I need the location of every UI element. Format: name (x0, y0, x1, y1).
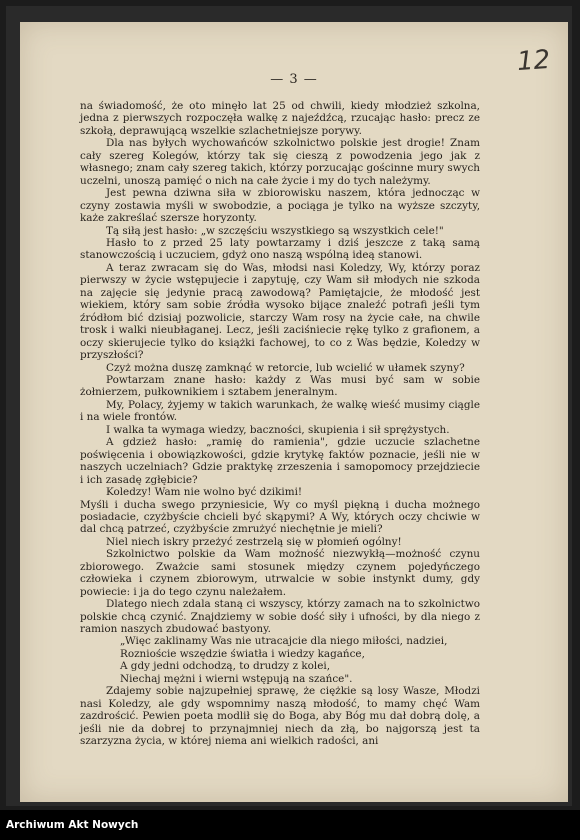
paragraph: Hasło to z przed 25 laty powtarzamy i dziś jeszcze z taką samą stanowczością i uczuciem, gdyż ono naszą wspólną ideą stanowi. (80, 236, 480, 262)
archive-footer-bar (0, 810, 580, 840)
paragraph: Myśli i ducha swego przyniesicie, Wy co myśl piękną i ducha możnego posiadacie, czyżbyście chcieli być skąpymi? A Wy, których oczy chciwie w dal chcą patrzeć, czyżbyście zmrużyć niechętnie je mieli? (80, 498, 480, 536)
body-text (80, 100, 480, 748)
paragraph: I walka ta wymaga wiedzy, baczności, skupienia i sił sprężystych. (106, 423, 450, 436)
paragraph: Dlatego niech zdala staną ci wszyscy, którzy zamach na to szkolnictwo polskie chcą czynić. Znajdziemy w sobie dość siły i ufności, by dla niego z ramion naszych zbudować bastyony. (80, 598, 480, 636)
paragraph: Szkolnictwo polskie da Wam możność niezwykłą—możność czynu zbiorowego. Zważcie sami stosunek między czynem pojedyńczego człowieka i czynem zbiorowym, utrwalcie w sobie instynkt dumy, gdy powiecie: i ja do tego czynu należałem. (80, 548, 480, 598)
handwritten-folio-number: 12 (515, 44, 552, 78)
paragraph: Jest pewna dziwna siła w zbiorowisku naszem, która jednocząc w czyny zostawia myśli w swobodzie, a pociąga je tylko na wyższe szczyty, każe zakreślać szersze horyzonty. (80, 187, 480, 225)
verse-line: Roznioście wszędzie światła i wiedzy kagańce, (120, 647, 365, 660)
paragraph: na świadomość, że oto minęło lat 25 od chwili, kiedy młodzież szkolna, jedna z pierwszych rozpoczęła walkę z najeźdźcą, rzucając hasło: precz ze szkołą, deprawującą wszelkie szlachetniejsze porywy. (80, 100, 480, 137)
paragraph: Tą siłą jest hasło: „w szczęściu wszystkiego są wszystkich cele!" (106, 224, 444, 237)
archive-frame (6, 6, 572, 806)
paragraph: A gdzież hasło: „ramię do ramienia", gdzie uczucie szlachetne poświęcenia i obowiązkowości, gdzie krytykę faktów poznacie, jeśli nie w naszych uczelniach? Gdzie praktykę zrzeszenia i samopomocy przejdziecie i ich zasadę zgłębicie? (80, 436, 480, 486)
paragraph: Koledzy! Wam nie wolno być dzikimi! (106, 486, 303, 499)
paragraph: My, Polacy, żyjemy w takich warunkach, że walkę wieść musimy ciągle i na wiele frontów. (80, 398, 480, 424)
paragraph: Dla nas byłych wychowańców szkolnictwo polskie jest drogie! Znam cały szereg Kolegów, którzy tak się cieszą z powodzenia jego jak z własnego; znam cały szereg takich, którzy porzucając gościnne mury swych uczelni, unoszą pamięć o nich na całe życie i my do tych należymy. (80, 137, 480, 187)
verse-line: Niechaj mężni i wierni wstępują na szańce". (120, 672, 353, 685)
verse-line: A gdy jedni odchodzą, to drudzy z kolei, (120, 660, 330, 673)
paragraph: Niel niech iskry przeżyć zestrzelą się w płomień ogólny! (106, 535, 402, 548)
paragraph: A teraz zwracam się do Was, młodsi nasi Koledzy, Wy, którzy poraz pierwszy w życie wstępujecie i zapytuję, czy Wam sił młodych nie szkoda na zajęcie się jedynie pracą zawodową? Pamiętajcie, że młodość jest wiekiem, który sam sobie źródła wysoko bijące znaleźć potrafi jeśli tym źródłom bić dzisiaj pozwolicie, starczy Wam rosy na życie całe, na chwile trosk i walki nieubłaganej. Lecz, jeśli zaciśniecie rękę tylko z grafionem, a oczy skierujecie tylko do książki fachowej, to co z Was będzie, Koledzy w przyszłości? (80, 261, 480, 362)
page-number: — 3 — (270, 72, 318, 87)
archive-label: Archiwum Akt Nowych (6, 819, 139, 831)
document-page (20, 22, 568, 802)
paragraph: Powtarzam znane hasło: każdy z Was musi być sam w sobie żołnierzem, pułkownikiem i sztabem jeneralnym. (80, 373, 480, 399)
paragraph: Zdajemy sobie najzupełniej sprawę, że ciężkie są losy Wasze, Młodzi nasi Koledzy, ale gdy wspomnimy naszą młodość, to mamy chęć Wam zazdrościć. Pewien poeta modlił się do Boga, aby Bóg mu dał dobrą dolę, a jeśli nie da dobrej to przynajmniej niech da złą, bo najgorszą jest ta szarzyzna życia, w której niema ani wielkich radości, ani (80, 685, 480, 748)
verse-line: „Więc zaklinamy Was nie utracajcie dla niego miłości, nadziei, (120, 635, 448, 648)
paragraph: Czyż można duszę zamknąć w retorcie, lub wcielić w ułamek szyny? (106, 361, 465, 374)
